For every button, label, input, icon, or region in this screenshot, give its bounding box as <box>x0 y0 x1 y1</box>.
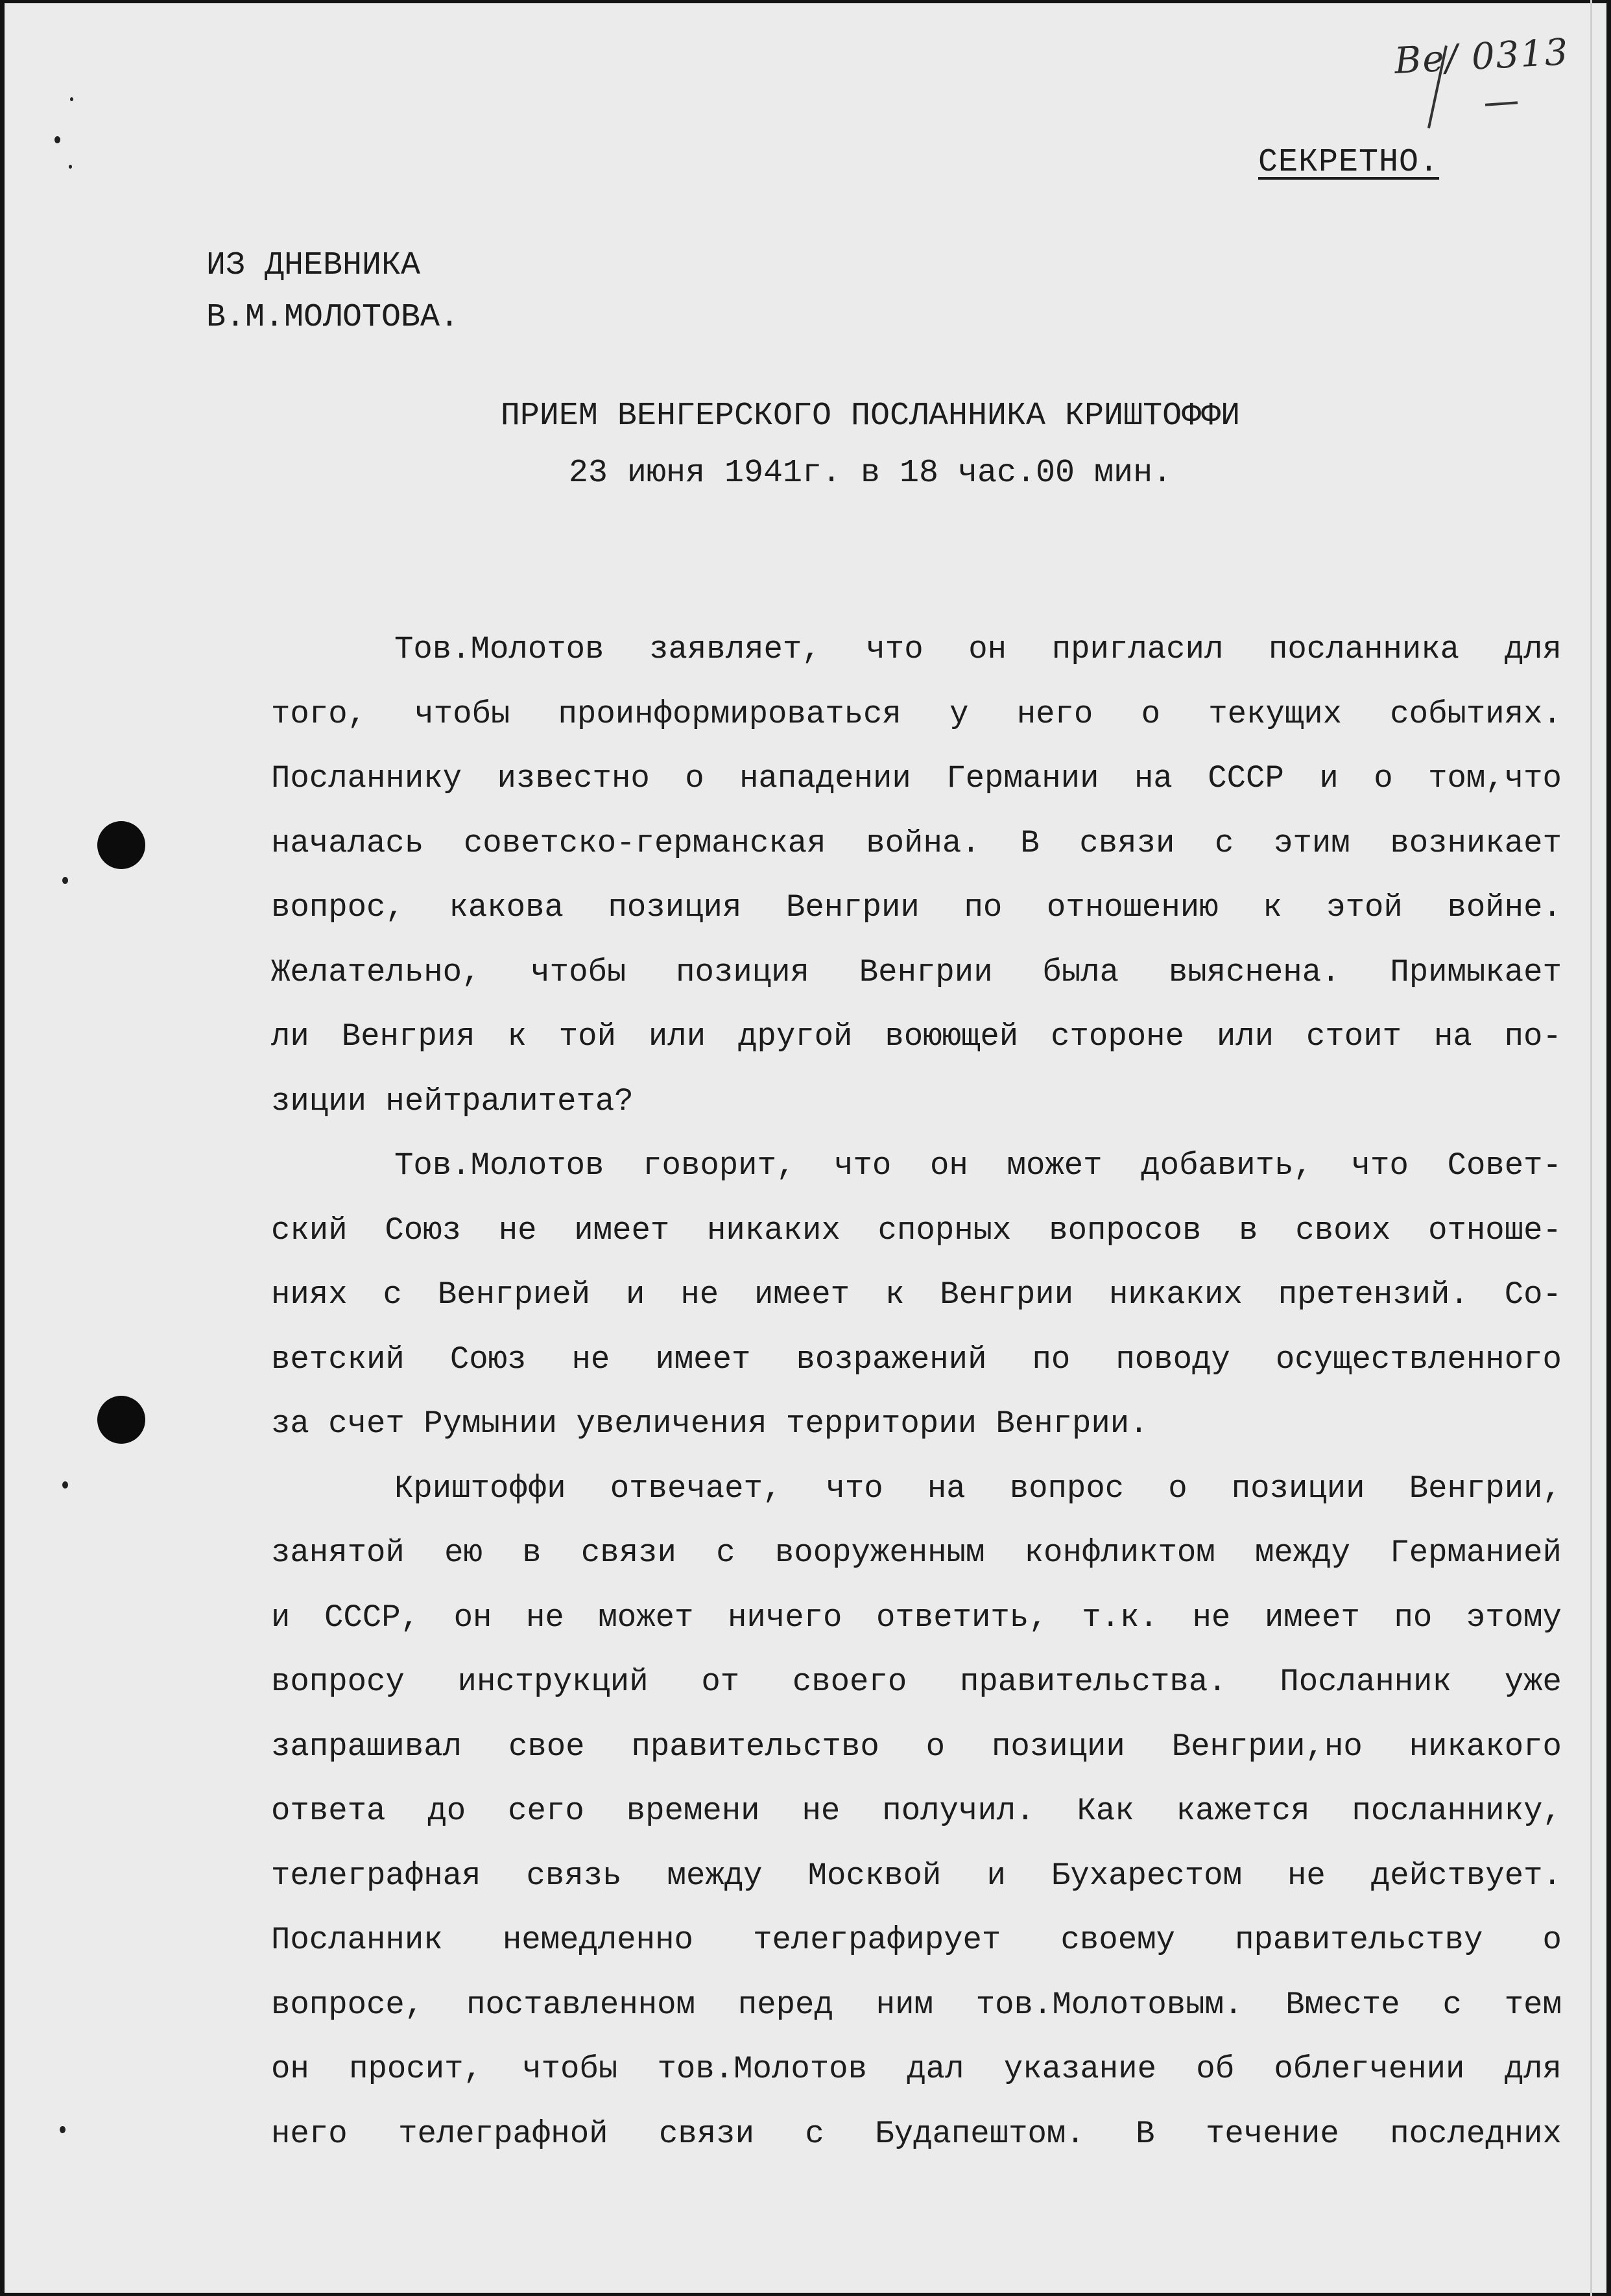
text-line: Посланник немедленно телеграфирует своему правительству о <box>271 1922 1562 1958</box>
binder-hole <box>97 821 145 869</box>
text-line: вопрос, какова позиция Венгрии по отношению к этой войне. <box>271 889 1562 926</box>
handwritten-dash <box>1485 101 1518 106</box>
text-line: запрашивал свое правительство о позиции Венгрии,но никакого <box>271 1728 1562 1765</box>
classification-label: СЕКРЕТНО. <box>1258 144 1440 181</box>
text-line: телеграфная связь между Москвой и Бухарестом не действует. <box>271 1857 1562 1894</box>
archive-number-handwritten: Ве/ 0313 <box>1393 30 1571 83</box>
text-line: занятой ею в связи с вооруженным конфликтом между Германией <box>271 1535 1562 1571</box>
text-line: Желательно, чтобы позиция Венгрии была выяснена. Примыкает <box>271 953 1562 990</box>
scan-border-bottom <box>0 2293 1611 2296</box>
source-line: В.М.МОЛОТОВА. <box>206 299 460 336</box>
text-line: Тов.Молотов говорит, что он может добавить, что Совет- <box>394 1147 1562 1184</box>
document-body <box>271 617 1562 2166</box>
paragraph <box>271 617 1562 1134</box>
text-line: и СССР, он не может ничего ответить, т.к. не имеет по этому <box>271 1599 1562 1636</box>
scan-border-left <box>0 0 5 2296</box>
text-line: вопросе, поставленном перед ним тов.Молотовым. Вместе с тем <box>271 1986 1562 2023</box>
text-line: он просит, чтобы тов.Молотов дал указание об облегчении для <box>271 2051 1562 2087</box>
text-line: Тов.Молотов заявляет, что он пригласил посланника для <box>394 631 1562 667</box>
source-line: ИЗ ДНЕВНИКА <box>206 247 421 284</box>
page-crease <box>1590 0 1592 2296</box>
scan-border-right <box>1606 0 1611 2296</box>
text-line: ветский Союз не имеет возражений по поводу осуществленного <box>271 1341 1562 1378</box>
scan-speck <box>69 165 72 169</box>
text-line: Посланнику известно о нападении Германии на СССР и о том,что <box>271 760 1562 796</box>
text-line: зиции нейтралитета? <box>271 1082 634 1119</box>
scan-speck <box>62 877 68 884</box>
scan-speck <box>54 136 60 143</box>
document-heading <box>0 388 1611 502</box>
text-line: того, чтобы проинформироваться у него о текущих событиях. <box>271 695 1562 732</box>
text-line: ниях с Венгрией и не имеет к Венгрии никаких претензий. Со- <box>271 1276 1562 1313</box>
text-line: ответа до сего времени не получил. Как кажется посланнику, <box>271 1793 1562 1829</box>
text-line: ский Союз не имеет никаких спорных вопросов в своих отноше- <box>271 1212 1562 1249</box>
text-line: него телеграфной связи с Будапештом. В течение последних <box>271 2115 1562 2152</box>
scan-speck <box>62 1481 68 1489</box>
paragraph <box>271 1457 1562 2167</box>
paragraph <box>271 1134 1562 1457</box>
binder-hole <box>97 1396 145 1444</box>
text-line: вопросу инструкций от своего правительства. Посланник уже <box>271 1664 1562 1700</box>
heading-date: 23 июня 1941г. в 18 час.00 мин. <box>568 455 1173 492</box>
scan-border-top <box>0 0 1611 3</box>
scan-speck <box>60 2126 66 2133</box>
document-source <box>206 240 459 344</box>
text-line: Криштоффи отвечает, что на вопрос о позиции Венгрии, <box>394 1470 1562 1507</box>
text-line: ли Венгрия к той или другой воюющей стороне или стоит на по- <box>271 1018 1562 1055</box>
heading-title: ПРИЕМ ВЕНГЕРСКОГО ПОСЛАННИКА КРИШТОФФИ <box>500 398 1241 435</box>
text-line: началась советско-германская война. В связи с этим возникает <box>271 824 1562 861</box>
text-line: за счет Румынии увеличения территории Венгрии. <box>271 1405 1149 1442</box>
scan-speck <box>70 97 73 101</box>
